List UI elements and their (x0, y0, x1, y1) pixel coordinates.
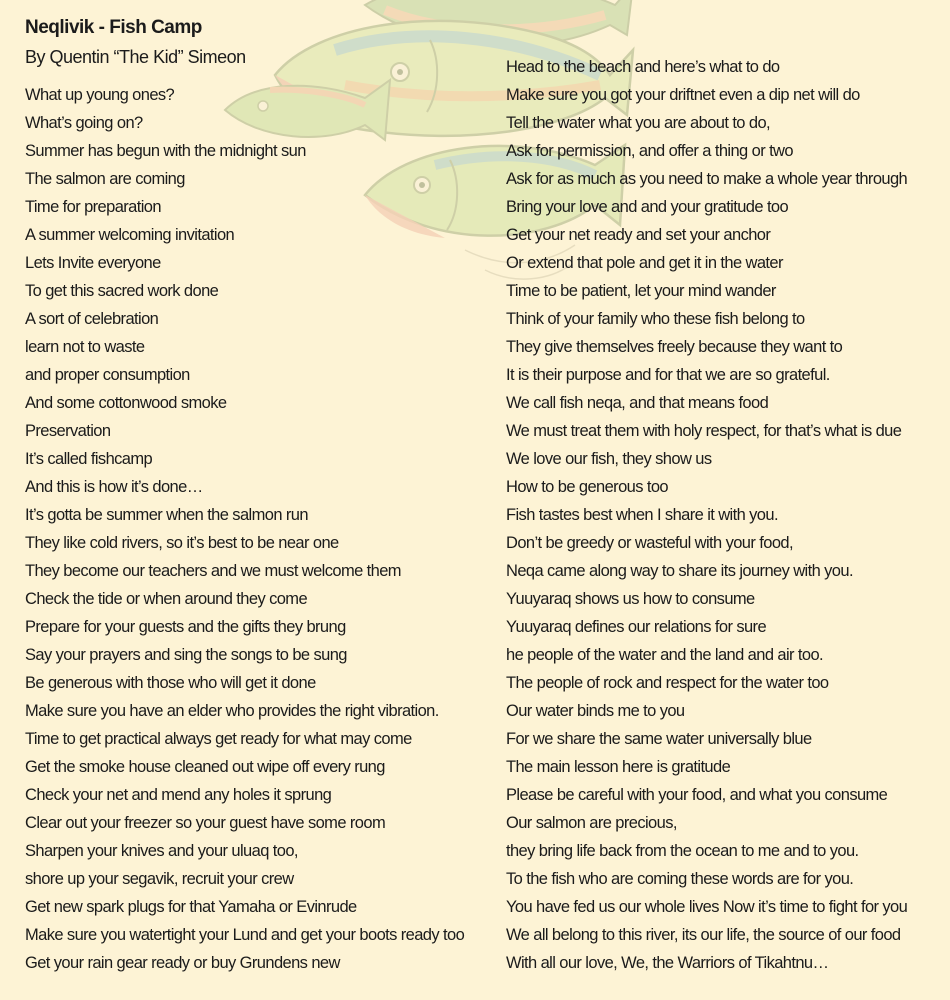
poem-line: The main lesson here is gratitude (506, 758, 731, 776)
poem-line: We love our fish, they show us (506, 450, 712, 468)
poem-line: It’s called fishcamp (25, 450, 153, 468)
poem-line: Get new spark plugs for that Yamaha or Evinrude (25, 898, 357, 916)
poem-line: Check your net and mend any holes it sprung (25, 786, 332, 804)
poem-line: Ask for permission, and offer a thing or two (506, 142, 793, 160)
poem-line: Lets Invite everyone (25, 254, 161, 272)
poem-line: Make sure you watertight your Lund and get your boots ready too (25, 926, 465, 944)
poem-line: They give themselves freely because they want to (506, 338, 843, 356)
poem-line: and proper consumption (25, 366, 190, 384)
poem-line: And this is how it’s done… (25, 478, 203, 496)
poem-line: Make sure you got your driftnet even a dip net will do (506, 86, 860, 104)
poem-line: A sort of celebration (25, 310, 159, 328)
poem-line: Our water binds me to you (506, 702, 685, 720)
poem-line: Ask for as much as you need to make a whole year through (506, 170, 908, 188)
poem-line: What’s going on? (25, 114, 143, 132)
poem-left-column (25, 81, 490, 977)
poem-line: Neqa came along way to share its journey with you. (506, 562, 853, 580)
poem-line: Get the smoke house cleaned out wipe off every rung (25, 758, 385, 776)
poem-line: Our salmon are precious, (506, 814, 677, 832)
poem-line: Tell the water what you are about to do, (506, 114, 771, 132)
poem-line: Bring your love and and your gratitude too (506, 198, 789, 216)
poem-line: Time to be patient, let your mind wander (506, 282, 776, 300)
poem-line: Don’t be greedy or wasteful with your food, (506, 534, 793, 552)
poem-line: It is their purpose and for that we are so grateful. (506, 366, 830, 384)
poem-line: Clear out your freezer so your guest have some room (25, 814, 386, 832)
poem-line: learn not to waste (25, 338, 145, 356)
poem-line: Preservation (25, 422, 111, 440)
poem-line: You have fed us our whole lives Now it’s time to fight for you (506, 898, 908, 916)
poem-line: Make sure you have an elder who provides the right vibration. (25, 702, 439, 720)
poem-line: Summer has begun with the midnight sun (25, 142, 306, 160)
poem-line: The people of rock and respect for the water too (506, 674, 829, 692)
poem-line: A summer welcoming invitation (25, 226, 235, 244)
poem-line: It’s gotta be summer when the salmon run (25, 506, 308, 524)
poem-line: With all our love, We, the Warriors of Tikahtnu… (506, 954, 829, 972)
poem-right-column (506, 53, 946, 977)
poem-line: How to be generous too (506, 478, 668, 496)
poem-line: We must treat them with holy respect, for that’s what is due (506, 422, 902, 440)
poem-line: To get this sacred work done (25, 282, 219, 300)
poem-line: Yuuyaraq defines our relations for sure (506, 618, 767, 636)
poem-line: Fish tastes best when I share it with you. (506, 506, 778, 524)
poem-title: Neqlivik - Fish Camp (25, 17, 202, 38)
poem-line: To the fish who are coming these words are for you. (506, 870, 854, 888)
poem-line: And some cottonwood smoke (25, 394, 227, 412)
poem-line: Check the tide or when around they come (25, 590, 308, 608)
poem-line: Say your prayers and sing the songs to be sung (25, 646, 347, 664)
poem-author: By Quentin “The Kid” Simeon (25, 47, 246, 67)
poem-line: The salmon are coming (25, 170, 185, 188)
poem-line: they bring life back from the ocean to me and to you. (506, 842, 859, 860)
poem-line: Head to the beach and here’s what to do (506, 58, 780, 76)
poem-line: Sharpen your knives and your uluaq too, (25, 842, 298, 860)
poem-line: Prepare for your guests and the gifts they brung (25, 618, 346, 636)
poem-line: Be generous with those who will get it done (25, 674, 316, 692)
poem-line: For we share the same water universally blue (506, 730, 812, 748)
poem-line: We all belong to this river, its our life, the source of our food (506, 926, 901, 944)
poem-line: Please be careful with your food, and what you consume (506, 786, 888, 804)
poem-line: Or extend that pole and get it in the water (506, 254, 783, 272)
poem-line: Time for preparation (25, 198, 161, 216)
poem-line: Yuuyaraq shows us how to consume (506, 590, 755, 608)
poem-line: Get your rain gear ready or buy Grundens new (25, 954, 340, 972)
poem-line: They become our teachers and we must welcome them (25, 562, 401, 580)
poem-line: he people of the water and the land and air too. (506, 646, 824, 664)
poem-line: Get your net ready and set your anchor (506, 226, 771, 244)
poem-line: They like cold rivers, so it’s best to be near one (25, 534, 339, 552)
poem-line: We call fish neqa, and that means food (506, 394, 769, 412)
poem-line: What up young ones? (25, 86, 175, 104)
poem-line: Think of your family who these fish belong to (506, 310, 805, 328)
poem-line: Time to get practical always get ready for what may come (25, 730, 412, 748)
poem-line: shore up your segavik, recruit your crew (25, 870, 294, 888)
